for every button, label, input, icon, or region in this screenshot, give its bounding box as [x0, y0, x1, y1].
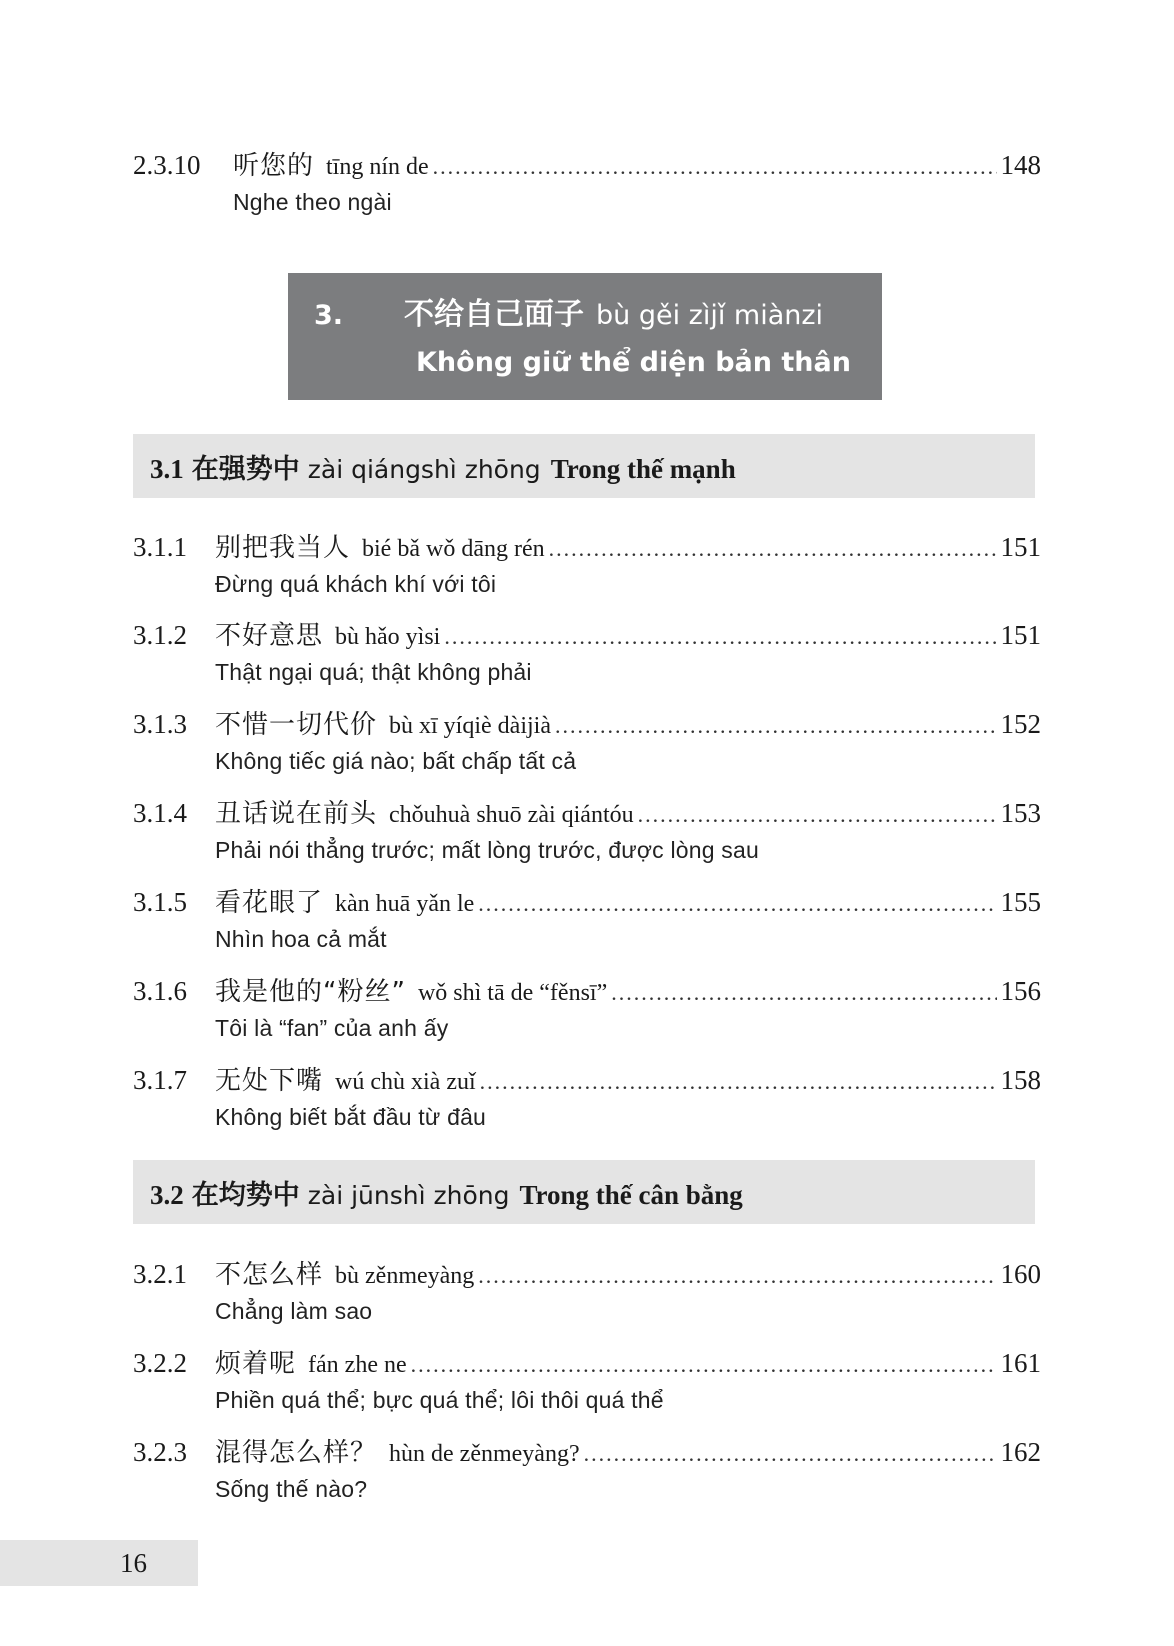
- section-vietnamese: Trong thế cân bằng: [519, 1179, 743, 1210]
- section-heading: [133, 434, 1035, 498]
- toc-entry: [133, 704, 1041, 778]
- entry-vietnamese: Nghe theo ngài: [233, 189, 392, 215]
- entry-vietnamese: Phải nói thẳng trước; mất lòng trước, được lòng sau: [215, 837, 759, 863]
- entry-chinese: 不怎么样: [215, 1260, 324, 1290]
- page-number: 16: [120, 1548, 147, 1578]
- entry-chinese: 混得怎么样？: [215, 1438, 378, 1468]
- dot-leader: [478, 1256, 996, 1296]
- entry-page: 155: [1000, 887, 1041, 917]
- entry-pinyin: wú chù xià zuǐ: [335, 1069, 476, 1095]
- section-chinese: 在强势中: [191, 453, 300, 485]
- dot-leader: [584, 1434, 997, 1474]
- entry-chinese: 别把我当人: [215, 533, 351, 563]
- entry-chinese: 不惜一切代价: [215, 710, 378, 740]
- page-number-tab: [0, 1540, 198, 1586]
- entry-vietnamese: Phiền quá thể; bực quá thể; lôi thôi quá thể: [215, 1387, 664, 1413]
- entry-chinese: 无处下嘴: [215, 1066, 324, 1096]
- entry-pinyin: wǒ shì tā de “fěnsī”: [417, 980, 608, 1006]
- entry-pinyin: bù zěnmeyàng: [335, 1263, 475, 1289]
- entry-number: 3.1.7: [133, 1065, 187, 1095]
- chapter-vietnamese: Không giữ thể diện bản thân: [416, 347, 851, 378]
- toc-entry: [133, 1432, 1041, 1506]
- entry-page: 151: [1000, 620, 1041, 650]
- chapter-number: 3.: [314, 300, 344, 331]
- dot-leader: [433, 147, 997, 187]
- section-chinese: 在均势中: [191, 1179, 300, 1211]
- entry-number: 2.3.10: [133, 150, 201, 180]
- toc-entry: [133, 882, 1041, 956]
- entry-chinese: 我是他的“粉丝”: [215, 977, 406, 1007]
- section-number: 3.2: [150, 1179, 184, 1210]
- entry-chinese: 看花眼了: [215, 888, 324, 918]
- section-vietnamese: Trong thế mạnh: [550, 453, 736, 484]
- dot-leader: [444, 617, 996, 657]
- entry-vietnamese: Sống thế nào?: [215, 1476, 368, 1502]
- chapter-title-line: [314, 289, 823, 333]
- toc-entry: [133, 527, 1041, 601]
- entry-chinese: 烦着呢: [215, 1349, 297, 1379]
- entry-number: 3.1.3: [133, 709, 187, 739]
- entry-vietnamese: Nhìn hoa cả mắt: [215, 926, 387, 952]
- dot-leader: [480, 1062, 997, 1102]
- entry-chinese: 不好意思: [215, 621, 324, 651]
- entry-vietnamese: Đừng quá khách khí với tôi: [215, 571, 497, 597]
- section-number: 3.1: [150, 453, 184, 484]
- toc-entry-line: [133, 145, 1041, 185]
- entry-page: 153: [1000, 798, 1041, 828]
- dot-leader: [638, 795, 997, 835]
- entry-chinese: 听您的: [233, 151, 315, 181]
- dot-leader: [411, 1345, 997, 1385]
- entry-page: 160: [1000, 1259, 1041, 1289]
- entry-number: 3.1.5: [133, 887, 187, 917]
- dot-leader: [549, 529, 997, 569]
- entry-page: 152: [1000, 709, 1041, 739]
- entry-page: 162: [1000, 1437, 1041, 1467]
- toc-entry: [133, 971, 1041, 1045]
- dot-leader: [478, 884, 996, 924]
- chapter-chinese: 不给自己面子: [404, 297, 584, 332]
- dot-leader: [555, 706, 997, 746]
- entry-number: 3.2.2: [133, 1348, 187, 1378]
- entry-pinyin: bié bǎ wǒ dāng rén: [362, 536, 545, 562]
- entry-pinyin: bù hǎo yìsi: [335, 624, 441, 650]
- entry-chinese: 丑话说在前头: [215, 799, 378, 829]
- entry-page: 158: [1000, 1065, 1041, 1095]
- entry-vietnamese: Chẳng làm sao: [215, 1298, 373, 1324]
- chapter-heading: [288, 273, 882, 400]
- entry-pinyin: hùn de zěnmeyàng?: [389, 1441, 580, 1467]
- toc-entry: [133, 615, 1041, 689]
- entry-number: 3.1.1: [133, 532, 187, 562]
- entry-page: 156: [1000, 976, 1041, 1006]
- entry-page: 151: [1000, 532, 1041, 562]
- entry-pinyin: tīng nín de: [326, 154, 429, 180]
- toc-entry: [133, 793, 1041, 867]
- section-heading: [133, 1160, 1035, 1224]
- entry-page: 161: [1000, 1348, 1041, 1378]
- entry-number: 3.1.4: [133, 798, 187, 828]
- entry-pinyin: chǒuhuà shuō zài qiántóu: [389, 802, 634, 828]
- entry-number: 3.2.1: [133, 1259, 187, 1289]
- entry-vietnamese: Tôi là “fan” của anh ấy: [215, 1015, 449, 1041]
- toc-entry: [133, 1060, 1041, 1134]
- entry-vietnamese: Không tiếc giá nào; bất chấp tất cả: [215, 748, 577, 774]
- entry-number: 3.1.2: [133, 620, 187, 650]
- toc-entry: [133, 1254, 1041, 1328]
- entry-vietnamese: Không biết bắt đầu từ đâu: [215, 1104, 487, 1130]
- section-pinyin: zài qiángshì zhōng: [307, 454, 541, 484]
- entry-number: 3.2.3: [133, 1437, 187, 1467]
- dot-leader: [611, 973, 996, 1013]
- entry-number: 3.1.6: [133, 976, 187, 1006]
- entry-pinyin: bù xī yíqiè dàijià: [389, 713, 551, 739]
- entry-vietnamese: Thật ngại quá; thật không phải: [215, 659, 532, 685]
- chapter-pinyin: bù gěi zìjǐ miànzi: [596, 300, 824, 331]
- entry-pinyin: fán zhe ne: [308, 1352, 407, 1378]
- entry-page: 148: [1000, 150, 1041, 180]
- section-pinyin: zài jūnshì zhōng: [307, 1180, 510, 1210]
- toc-entry: [133, 1343, 1041, 1417]
- toc-entry: [133, 145, 1041, 219]
- entry-pinyin: kàn huā yǎn le: [335, 891, 475, 917]
